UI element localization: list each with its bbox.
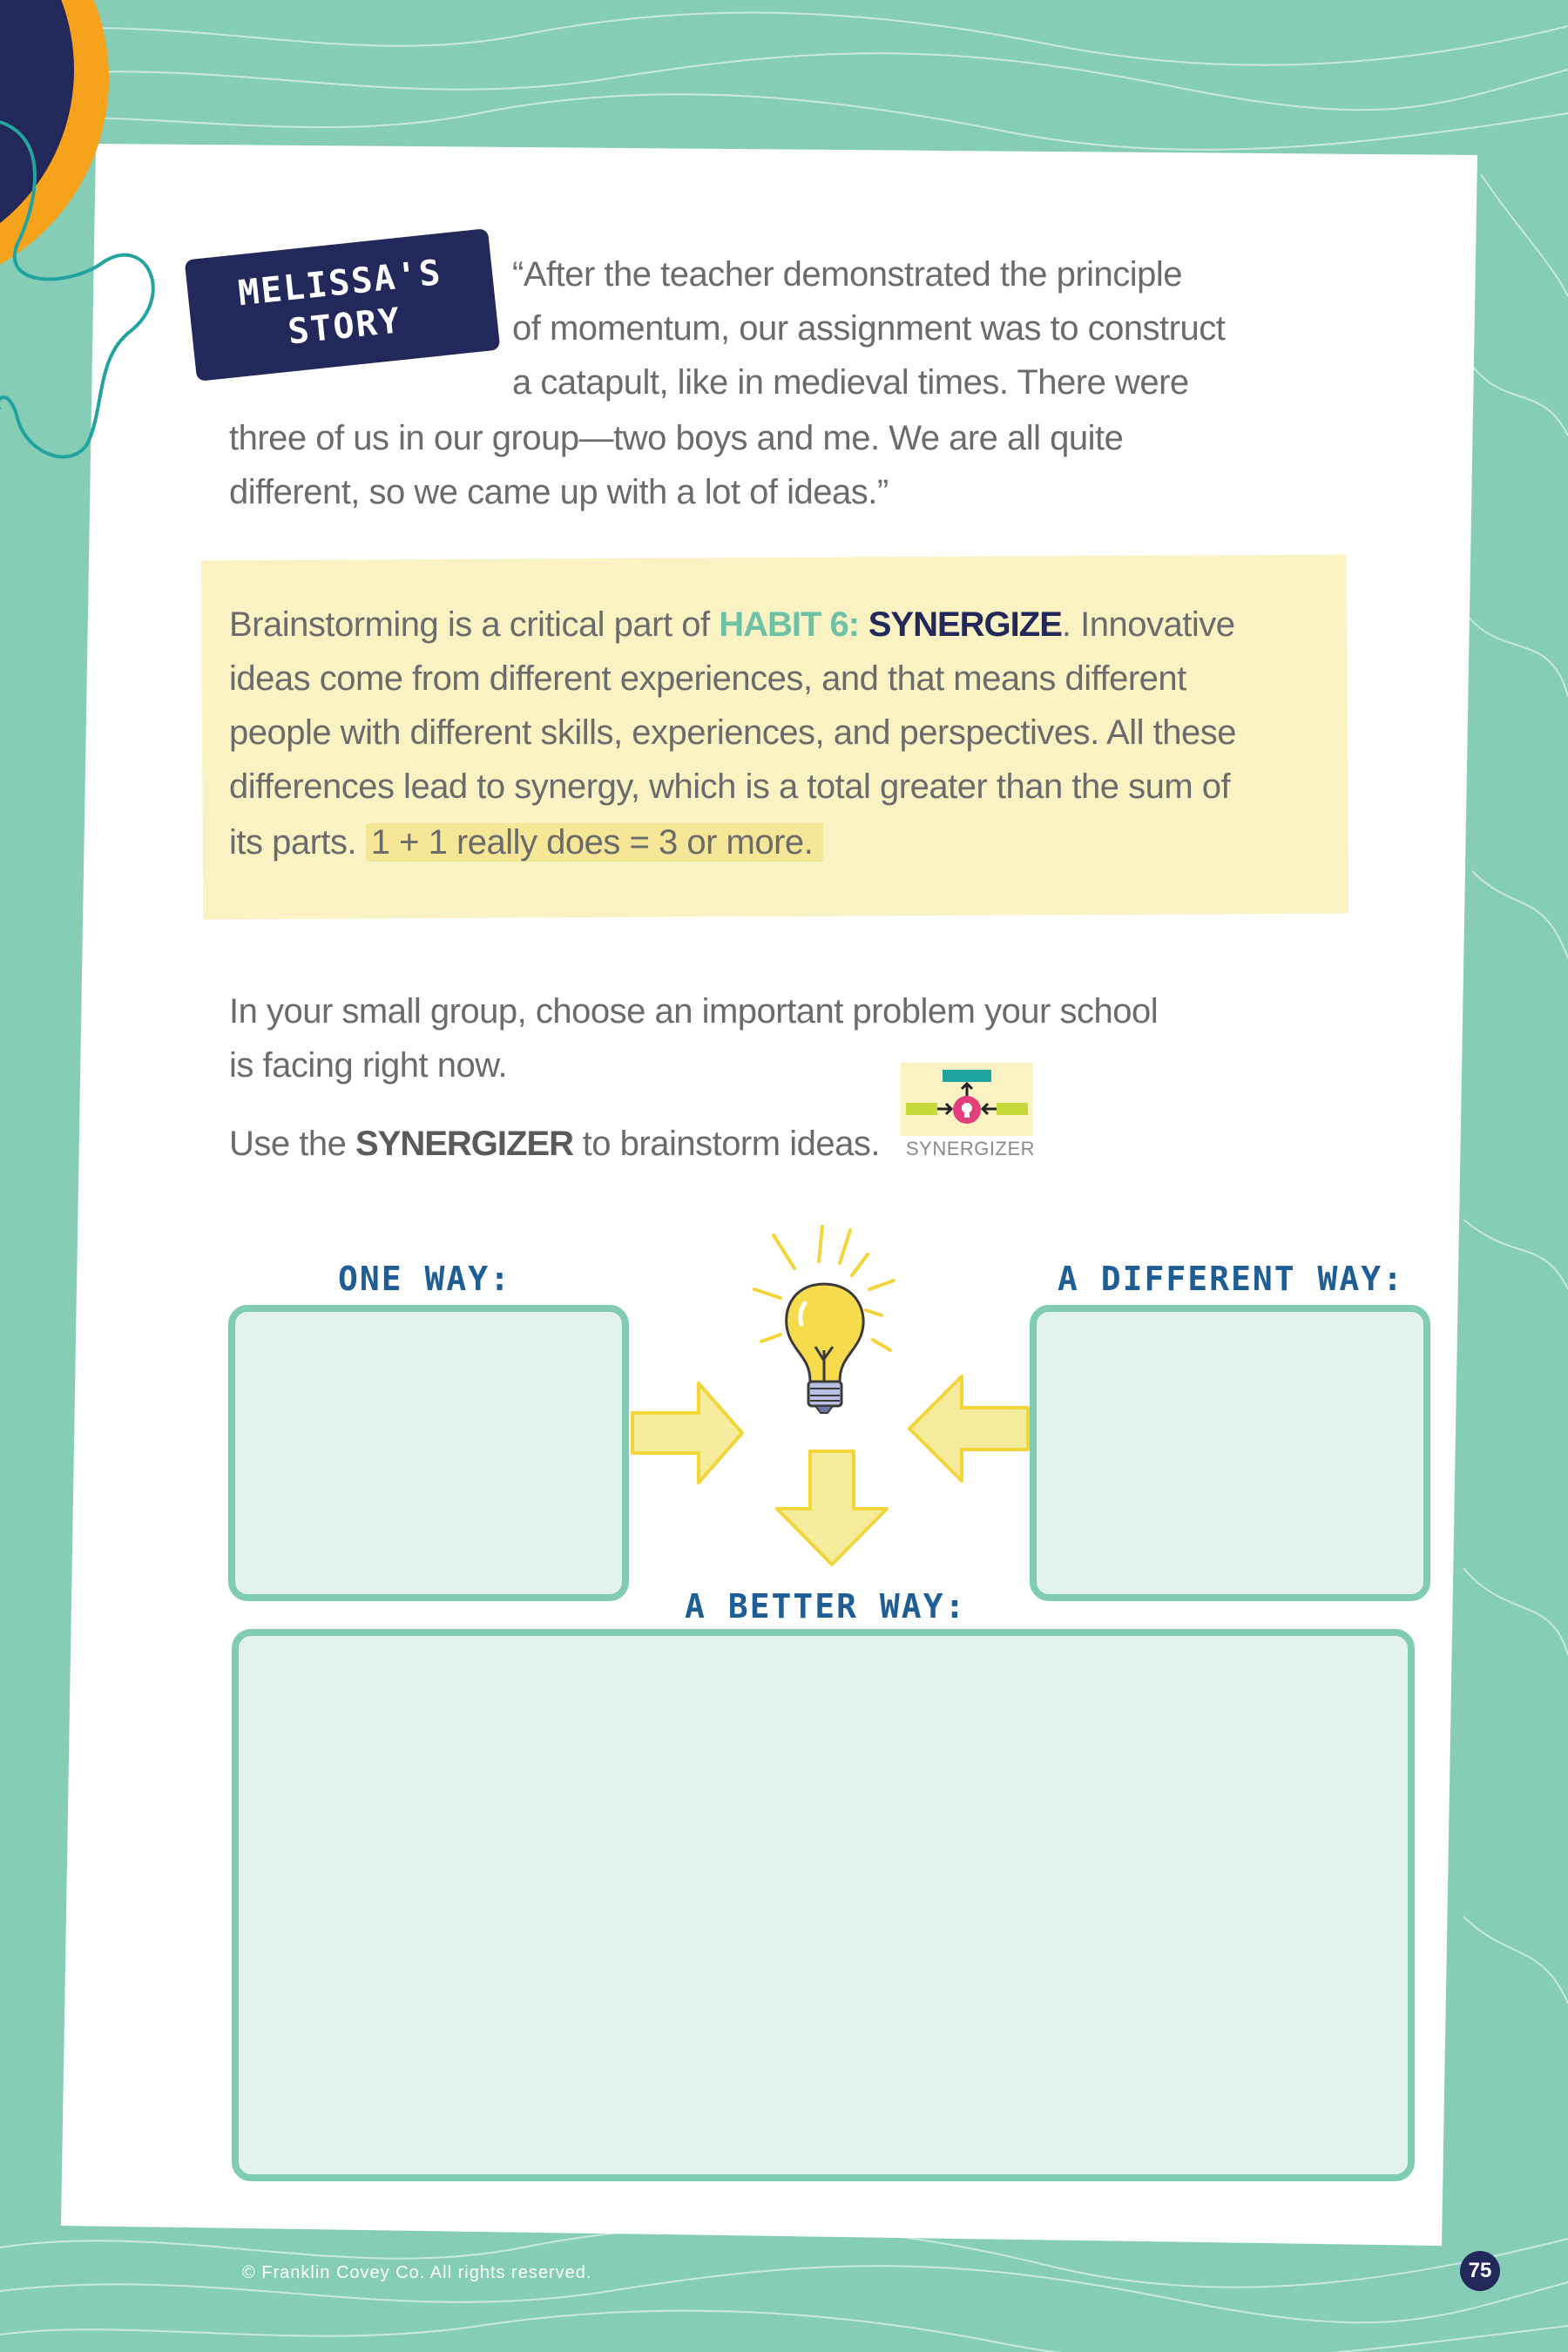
use-text-after: to brainstorm ideas. — [582, 1125, 880, 1163]
quote-line-3: a catapult, like in medieval times. There were — [512, 363, 1189, 402]
better-way-box[interactable] — [232, 1629, 1415, 2181]
callout-line-1 — [229, 598, 1234, 652]
activity-line-1: In your small group, choose an important problem your school — [229, 992, 1159, 1031]
habit-label: HABIT 6: — [719, 605, 860, 644]
callout-text-before: Brainstorming is a critical part of — [229, 605, 710, 644]
badge-line1: MELISSA'S — [236, 252, 444, 314]
one-way-box[interactable] — [228, 1305, 629, 1601]
corner-decoration — [0, 0, 226, 488]
badge-line2: STORY — [286, 301, 403, 353]
use-text-before: Use the — [229, 1125, 347, 1163]
quote-line-2: of momentum, our assignment was to construct — [512, 309, 1226, 348]
callout-line-2: ideas come from different experiences, and that means different — [229, 659, 1186, 698]
copyright-text: © Franklin Covey Co. All rights reserved. — [242, 2263, 592, 2282]
quote-line-1: “After the teacher demonstrated the principle — [512, 255, 1183, 294]
synergizer-caption: SYNERGIZER — [906, 1138, 1036, 1159]
activity-line-2: is facing right now. — [229, 1046, 508, 1085]
callout-line-3: people with different skills, experiences, and perspectives. All these — [229, 713, 1237, 752]
habit-name: SYNERGIZE — [868, 605, 1062, 644]
callout-text-after: . Innovative — [1061, 605, 1235, 644]
callout-line-4: differences lead to synergy, which is a total greater than the sum of — [229, 767, 1231, 806]
quote-line-4: three of us in our group—two boys and me. We are all quite — [229, 419, 1124, 457]
highlighted-equation: 1 + 1 really does = 3 or more. — [366, 823, 824, 862]
activity-line-3 — [229, 1117, 880, 1171]
different-way-label: A DIFFERENT WAY: — [1058, 1260, 1405, 1298]
down-arrow-icon — [767, 1446, 897, 1573]
page-number: 75 — [1460, 2251, 1500, 2291]
quote-line-5: different, so we came up with a lot of ideas.” — [229, 473, 889, 511]
callout-line5-before: its parts. — [229, 823, 357, 862]
lightbulb-icon — [720, 1220, 929, 1437]
synergizer-icon — [901, 1063, 1033, 1136]
better-way-label: A BETTER WAY: — [685, 1587, 967, 1625]
different-way-box[interactable] — [1030, 1305, 1430, 1601]
callout-line-5 — [229, 815, 823, 869]
one-way-label: ONE WAY: — [338, 1260, 512, 1298]
synergizer-tool-name: SYNERGIZER — [355, 1125, 574, 1163]
